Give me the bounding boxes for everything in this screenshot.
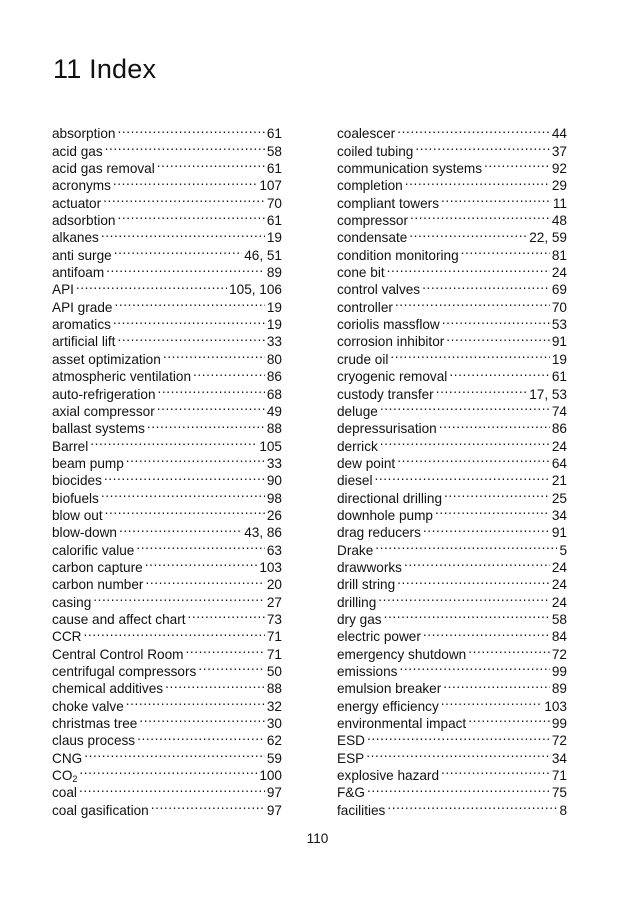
dot-leader	[79, 780, 265, 797]
index-term: cause and affect chart	[52, 611, 186, 627]
index-pages: 69	[551, 282, 567, 298]
dot-leader	[113, 173, 257, 190]
index-pages: 48	[551, 213, 567, 229]
index-term: Barrel	[52, 438, 89, 454]
dot-leader	[461, 242, 550, 259]
index-pages: 64	[551, 455, 567, 471]
index-pages: 92	[551, 161, 567, 177]
index-term: biocides	[52, 473, 102, 489]
index-term: coal	[52, 785, 77, 801]
dot-leader	[198, 659, 265, 676]
index-term: control valves	[337, 282, 421, 298]
index-term: controller	[337, 299, 393, 315]
dot-leader	[188, 607, 265, 624]
index-term: adsorbtion	[52, 213, 116, 229]
index-pages: 24	[551, 594, 567, 610]
dot-leader	[415, 138, 550, 155]
index-pages: 89	[551, 681, 567, 697]
index-pages: 88	[266, 681, 282, 697]
index-term: drilling	[337, 594, 377, 610]
index-pages: 32	[266, 698, 282, 714]
index-term: acid gas removal	[52, 161, 155, 177]
dot-leader	[136, 537, 265, 554]
index-term: alkanes	[52, 230, 99, 246]
dot-leader	[83, 624, 264, 641]
index-pages: 44	[551, 126, 567, 142]
index-pages: 81	[551, 247, 567, 263]
index-term: absorption	[52, 126, 116, 142]
index-pages: 84	[551, 629, 567, 645]
dot-leader	[117, 121, 264, 138]
index-pages: 24	[551, 559, 567, 575]
index-pages: 58	[266, 143, 282, 159]
index-pages: 71	[266, 629, 282, 645]
dot-leader	[101, 485, 265, 502]
index-term: artificial lift	[52, 334, 116, 350]
index-pages: 97	[266, 785, 282, 801]
index-pages: 91	[551, 334, 567, 350]
index-pages: 19	[551, 351, 567, 367]
dot-leader	[390, 346, 549, 363]
dot-leader	[163, 346, 265, 363]
index-pages: 103	[544, 698, 567, 714]
index-pages: 20	[266, 577, 282, 593]
index-pages: 24	[551, 577, 567, 593]
index-entry	[337, 763, 567, 784]
index-pages: 100	[259, 768, 282, 784]
index-pages: 24	[551, 265, 567, 281]
index-term: compressor	[337, 213, 409, 229]
index-term: anti surge	[52, 247, 112, 263]
index-pages: 19	[266, 299, 282, 315]
dot-leader	[446, 329, 550, 346]
index-column-right	[337, 121, 567, 818]
dot-leader	[157, 399, 265, 416]
dot-leader	[468, 711, 550, 728]
dot-leader	[441, 763, 550, 780]
index-term: coal gasification	[52, 802, 149, 818]
dot-leader	[375, 468, 550, 485]
index-term: blow-down	[52, 525, 117, 541]
dot-leader	[119, 520, 242, 537]
dot-leader	[151, 797, 265, 814]
dot-leader	[106, 260, 265, 277]
dot-leader	[158, 381, 265, 398]
index-pages: 34	[551, 750, 567, 766]
dot-leader	[380, 433, 550, 450]
index-term: christmas tree	[52, 716, 138, 732]
dot-leader	[375, 537, 557, 554]
index-pages: 63	[266, 542, 282, 558]
index-pages: 72	[551, 733, 567, 749]
index-term: carbon number	[52, 577, 144, 593]
index-term: facilities	[337, 802, 386, 818]
index-pages: 71	[551, 768, 567, 784]
index-pages: 58	[551, 611, 567, 627]
index-term: derrick	[337, 438, 378, 454]
page-title: 11 Index	[53, 54, 157, 84]
index-pages: 71	[266, 646, 282, 662]
index-term: aromatics	[52, 317, 111, 333]
dot-leader	[435, 503, 550, 520]
index-term: compliant towers	[337, 195, 439, 211]
dot-leader	[441, 190, 551, 207]
dot-leader	[147, 416, 265, 433]
index-pages: 74	[551, 403, 567, 419]
index-entry	[52, 624, 282, 645]
index-term: CNG	[52, 750, 83, 766]
dot-leader	[139, 711, 265, 728]
index-pages: 19	[266, 230, 282, 246]
index-term: drag reducers	[337, 525, 421, 541]
index-pages: 17, 53	[529, 386, 567, 402]
dot-leader	[378, 589, 550, 606]
index-pages: 49	[266, 403, 282, 419]
index-term: emissions	[337, 664, 398, 679]
index-pages: 72	[551, 646, 567, 662]
index-pages: 27	[266, 594, 282, 610]
dot-leader	[113, 312, 265, 329]
index-term: downhole pump	[337, 507, 433, 523]
dot-leader	[193, 364, 265, 381]
dot-leader	[157, 156, 265, 173]
index-pages: 43, 86	[244, 525, 282, 541]
dot-leader	[103, 190, 265, 207]
index-term: calorific value	[52, 542, 135, 558]
index-term: API grade	[52, 299, 113, 315]
dot-leader	[145, 555, 258, 572]
index-pages: 61	[266, 161, 282, 177]
index-pages: 33	[266, 334, 282, 350]
index-term: ballast systems	[52, 421, 145, 437]
dot-leader	[449, 364, 550, 381]
index-pages: 88	[266, 421, 282, 437]
dot-leader	[387, 260, 550, 277]
dot-leader	[117, 329, 264, 346]
index-term: drawworks	[337, 559, 402, 575]
index-term: diesel	[337, 473, 373, 489]
index-pages: 61	[266, 213, 282, 229]
dot-leader	[444, 485, 550, 502]
dot-leader	[399, 659, 549, 676]
index-entry	[52, 277, 282, 298]
index-term: dew point	[337, 455, 396, 471]
index-term: biofuels	[52, 490, 99, 506]
index-entry	[52, 294, 282, 315]
index-term: beam pump	[52, 455, 124, 471]
dot-leader	[436, 381, 527, 398]
index-pages: 46, 51	[244, 247, 282, 263]
index-pages: 61	[551, 369, 567, 385]
index-pages: 62	[266, 733, 282, 749]
index-term: coriolis massflow	[337, 317, 440, 333]
index-pages: 99	[551, 716, 567, 732]
dot-leader	[441, 693, 543, 710]
index-pages: 91	[551, 525, 567, 541]
index-term: claus process	[52, 733, 136, 749]
dot-leader	[442, 312, 550, 329]
index-term: dry gas	[337, 611, 382, 627]
dot-leader	[367, 780, 550, 797]
index-term: ESD	[337, 733, 365, 749]
index-pages: 80	[266, 351, 282, 367]
index-term: Drake	[337, 542, 374, 558]
index-pages: 105, 106	[229, 282, 282, 298]
dot-leader	[395, 294, 550, 311]
index-pages: 25	[551, 490, 567, 506]
index-term: acronyms	[52, 178, 111, 194]
index-term-subscript: 2	[72, 774, 78, 785]
index-pages: 11	[552, 195, 567, 211]
dot-leader	[76, 277, 227, 294]
dot-leader	[484, 156, 550, 173]
index-term: deluge	[337, 403, 378, 419]
page-number: 110	[306, 831, 329, 846]
dot-leader	[104, 468, 265, 485]
index-term: carbon capture	[52, 559, 143, 575]
index-pages: 68	[266, 386, 282, 402]
index-pages: 21	[551, 473, 567, 489]
dot-leader	[468, 641, 550, 658]
index-term: coiled tubing	[337, 143, 414, 159]
index-pages: 22, 59	[529, 230, 567, 246]
index-term: condensate	[337, 230, 408, 246]
dot-leader	[397, 451, 550, 468]
dot-leader	[145, 572, 264, 589]
dot-leader	[114, 294, 264, 311]
index-term: completion	[337, 178, 403, 194]
index-pages: 103	[259, 559, 282, 575]
dot-leader	[185, 641, 264, 658]
index-pages: 89	[266, 265, 282, 281]
dot-leader	[93, 589, 265, 606]
index-pages: 61	[266, 126, 282, 142]
index-pages: 33	[266, 455, 282, 471]
dot-leader	[137, 728, 265, 745]
index-term: asset optimization	[52, 351, 161, 367]
index-pages: 70	[551, 299, 567, 315]
dot-leader	[84, 745, 265, 762]
index-pages: 19	[266, 317, 282, 333]
index-pages: 86	[551, 421, 567, 437]
index-pages: 75	[551, 785, 567, 801]
index-entry	[337, 728, 567, 749]
dot-leader	[443, 676, 550, 693]
index-term: directional drilling	[337, 490, 443, 506]
index-term: explosive hazard	[337, 768, 440, 784]
dot-leader	[397, 121, 550, 138]
index-term: ESP	[337, 750, 365, 766]
dot-leader	[79, 763, 257, 780]
dot-leader	[105, 138, 265, 155]
index-pages: 8	[559, 802, 567, 818]
index-pages: 97	[266, 802, 282, 818]
index-entry	[337, 121, 567, 142]
index-pages: 50	[266, 664, 282, 679]
index-term: casing	[52, 594, 92, 610]
index-term: F&G	[337, 785, 365, 801]
dot-leader	[423, 624, 550, 641]
index-pages: 86	[266, 369, 282, 385]
dot-leader	[165, 676, 265, 693]
index-term: choke valve	[52, 698, 124, 714]
dot-leader	[105, 503, 265, 520]
index-term: acid gas	[52, 143, 103, 159]
index-pages: 24	[551, 438, 567, 454]
index-entry	[52, 745, 282, 766]
index-pages: 53	[551, 317, 567, 333]
index-term: electric power	[337, 629, 421, 645]
dot-leader	[410, 208, 550, 225]
index-term: energy efficiency	[337, 698, 439, 714]
index-pages: 90	[266, 473, 282, 489]
index-pages: 98	[266, 490, 282, 506]
index-term: environmental impact	[337, 716, 467, 732]
index-term: cone bit	[337, 265, 385, 281]
index-entry	[337, 797, 567, 818]
index-term: auto-refrigeration	[52, 386, 156, 402]
index-entry	[52, 763, 282, 785]
index-term: CCR	[52, 629, 82, 645]
dot-leader	[380, 399, 550, 416]
index-term: antifoam	[52, 265, 105, 281]
index-entry	[52, 641, 282, 662]
index-term: communication systems	[337, 161, 483, 177]
index-column-left	[52, 121, 282, 818]
index-term: API	[52, 282, 74, 298]
index-pages: 73	[266, 611, 282, 627]
dot-leader	[117, 208, 264, 225]
index-pages: 107	[259, 178, 282, 194]
dot-leader	[126, 451, 265, 468]
index-term: atmospheric ventilation	[52, 369, 192, 385]
index-term: coalescer	[337, 126, 396, 142]
dot-leader	[439, 416, 550, 433]
index-pages: 30	[266, 716, 282, 732]
index-pages: 5	[559, 542, 567, 558]
index-term: centrifugal compressors	[52, 664, 197, 679]
index-pages: 105	[259, 438, 282, 454]
dot-leader	[114, 242, 243, 259]
dot-leader	[384, 607, 550, 624]
dot-leader	[422, 277, 550, 294]
index-term: chemical additives	[52, 681, 164, 697]
index-term: crude oil	[337, 351, 389, 367]
index-entry	[337, 745, 567, 766]
index-term: depressurisation	[337, 421, 437, 437]
index-pages: 34	[551, 507, 567, 523]
index-term: custody transfer	[337, 386, 434, 402]
index-term: cryogenic removal	[337, 369, 448, 385]
index-entry	[52, 780, 282, 801]
index-term: Central Control Room	[52, 646, 184, 662]
index-pages: 99	[551, 664, 567, 679]
index-pages: 29	[551, 178, 567, 194]
index-term: actuator	[52, 195, 102, 211]
index-term: emergency shutdown	[337, 646, 467, 662]
index-entry	[337, 780, 567, 801]
index-term: axial compressor	[52, 403, 155, 419]
index-entry	[52, 121, 282, 142]
index-term: emulsion breaker	[337, 681, 442, 697]
dot-leader	[405, 173, 550, 190]
index-pages: 26	[266, 507, 282, 523]
dot-leader	[387, 797, 557, 814]
dot-leader	[101, 225, 265, 242]
index-term: condition monitoring	[337, 247, 459, 263]
index-pages: 59	[266, 750, 282, 766]
dot-leader	[90, 433, 257, 450]
index-term: drill string	[337, 577, 396, 593]
index-pages: 70	[266, 195, 282, 211]
dot-leader	[126, 693, 265, 710]
index-term: corrosion inhibitor	[337, 334, 445, 350]
index-term: $CO_2$	[52, 768, 78, 785]
dot-leader	[409, 225, 527, 242]
index-entry	[52, 797, 282, 818]
index-term: blow out	[52, 507, 103, 523]
dot-leader	[404, 555, 550, 572]
dot-leader	[423, 520, 550, 537]
dot-leader	[367, 728, 550, 745]
dot-leader	[366, 745, 550, 762]
index-pages: 37	[551, 143, 567, 159]
dot-leader	[397, 572, 550, 589]
